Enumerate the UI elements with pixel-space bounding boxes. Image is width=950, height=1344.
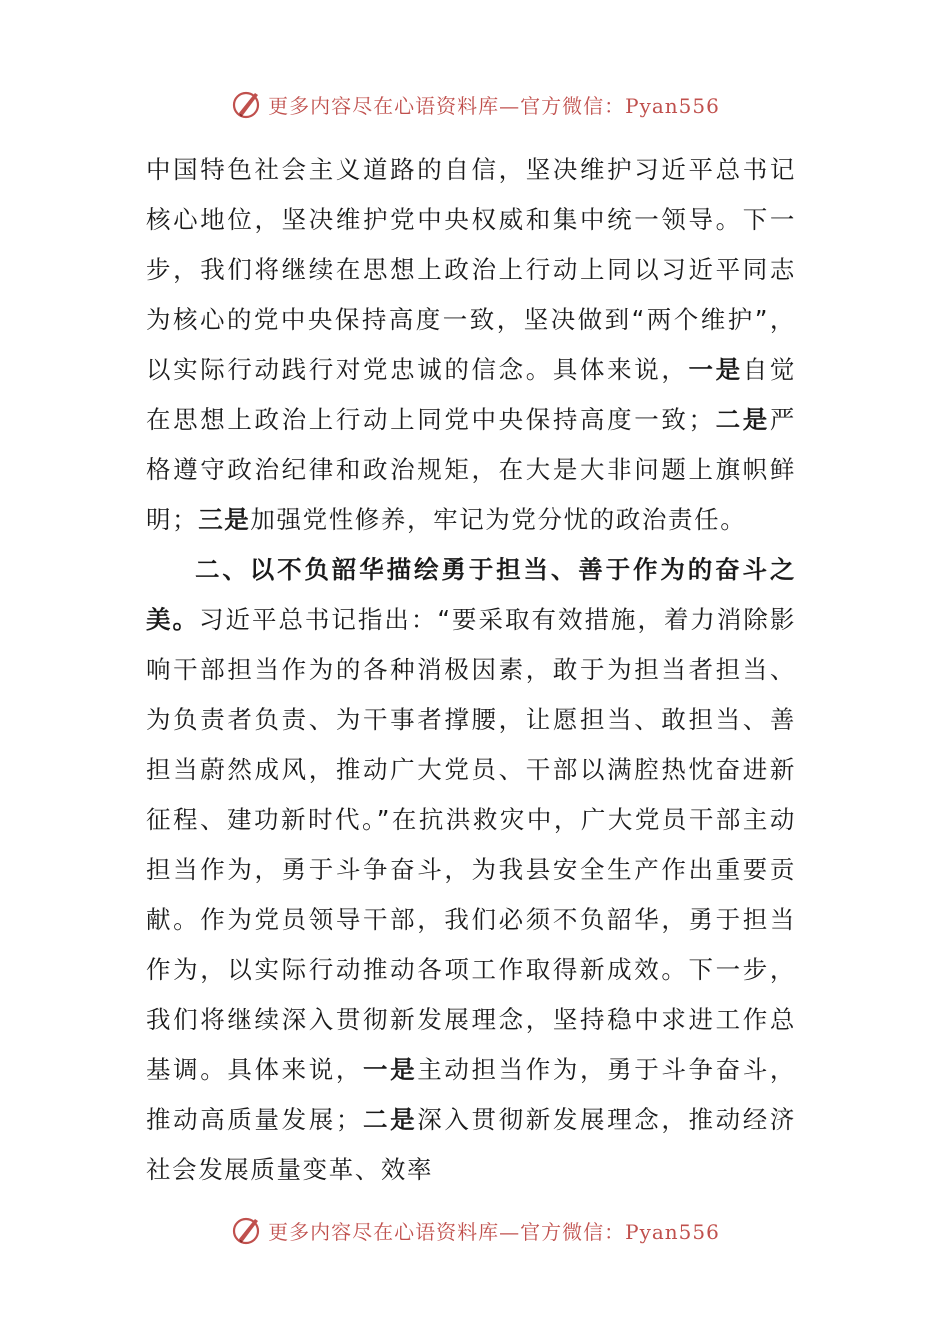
- quill-pen-circle-icon: [230, 1213, 264, 1247]
- bold-run: 二是: [714, 405, 770, 434]
- text-run: 深入贯彻新发展理念，推动经济社会发展质量变革、效率: [146, 1105, 796, 1184]
- bold-run: 一是: [688, 355, 743, 384]
- header-banner-text: 更多内容尽在心语资料库—官方微信：Pyan556: [268, 93, 720, 118]
- footer-banner-text: 更多内容尽在心语资料库—官方微信：Pyan556: [268, 1219, 720, 1244]
- footer-banner: [0, 1210, 950, 1250]
- bold-run: 三是: [198, 505, 251, 534]
- paragraph-2: [146, 545, 796, 1195]
- text-run: 主动担当作为，勇于斗争奋斗，推动高质量发展；: [146, 1055, 797, 1134]
- bold-run: 二是: [361, 1105, 418, 1134]
- paragraph-1: [146, 145, 796, 545]
- header-banner: [0, 84, 950, 124]
- text-run: 自觉在思想上政治上行动上同党中央保持高度一致；: [146, 355, 797, 434]
- bold-run: 一是: [363, 1055, 418, 1084]
- text-run: 加强党性修养，牢记为党分忧的政治责任。: [250, 505, 747, 534]
- text-run: 习近平总书记指出：“要采取有效措施，着力消除影响干部担当作为的各种消极因素，敢于为担当者担当、为负责者负责、为干事者撑腰，让愿担当、敢担当、善担当蔚然成风，推动广大党员、干部以满腔热忱奋进新征程、建功新时代。”在抗洪救灾中，广大党员干部主动担当作为，勇于斗争奋斗，为我县安全生产作出重要贡献。作为党员领导干部，我们必须不负韶华，勇于担当作为，以实际行动推动各项工作取得新成效。下一步，我们将继续深入贯彻新发展理念，坚持稳中求进工作总基调。具体来说，: [146, 605, 796, 1084]
- section-heading: 二、以不负韶华描绘勇于担当、善于作为的奋斗之美。: [146, 555, 796, 634]
- quill-pen-circle-icon: [230, 87, 264, 121]
- text-run: 严格遵守政治纪律和政治规矩，在大是大非问题上旗帜鲜明；: [146, 405, 796, 534]
- text-run: 中国特色社会主义道路的自信，坚决维护习近平总书记核心地位，坚决维护党中央权威和集中统一领导。下一步，我们将继续在思想上政治上行动上同以习近平同志为核心的党中央保持高度一致，坚决做到“两个维护”，以实际行动践行对党忠诚的信念。具体来说，: [146, 155, 796, 384]
- document-body: [146, 145, 796, 1195]
